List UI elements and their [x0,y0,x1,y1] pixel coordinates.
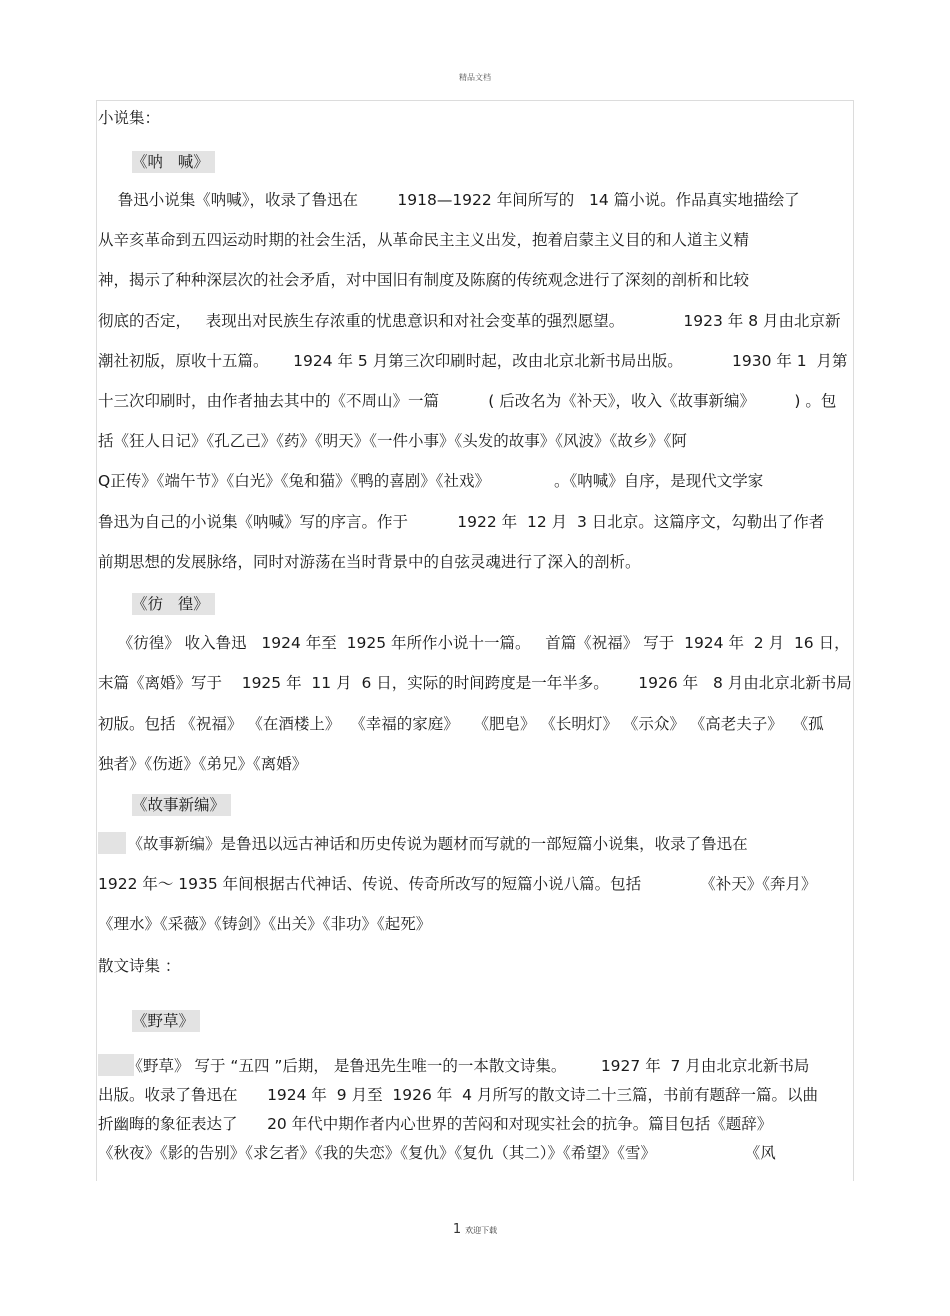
paragraph-line: 折幽晦的象征表达了 20 年代中期作者内心世界的苦闷和对现实社会的抗争。篇目包括《题辞》 [98,1115,773,1133]
paragraph-line: 十三次印刷时，由作者抽去其中的《不周山》一篇 ( 后改名为《补天》，收入《故事新编》 ) 。包 [98,392,837,410]
page-footer [0,1222,950,1237]
paragraph-line: 彻底的否定， 表现出对民族生存浓重的忧患意识和对社会变革的强烈愿望。 1923 年 8 月由北京新 [98,312,841,330]
section-heading-prose: 散文诗集 ： [98,957,181,975]
paragraph-line: 出版。收录了鲁迅在 1924 年 9 月至 1926 年 4 月所写的散文诗二十三篇，书前有题辞一篇。以曲 [98,1086,818,1104]
paragraph-line: 《彷徨》 收入鲁迅 1924 年至 1925 年所作小说十一篇。 首篇《祝福》 写于 1924 年 2 月 16 日， [98,634,850,652]
paragraph-line: 从辛亥革命到五四运动时期的社会生活，从革命民主主义出发，抱着启蒙主义目的和人道主义精 [98,231,750,249]
paragraph-line: 《秋夜》《影的告别》《求乞者》《我的失恋》《复仇》《复仇（其二）》《希望》《雪》 《风 [98,1144,776,1162]
footer-text: 欢迎下载 [465,1226,498,1235]
paragraph-line: 括《狂人日记》《孔乙己》《药》《明天》《一件小事》《头发的故事》《风波》《故乡》《阿 [98,432,688,450]
paragraph-line: 末篇《离婚》写于 1925 年 11 月 6 日，实际的时间跨度是一年半多。 1926 年 8 月由北京北新书局 [98,674,852,692]
paragraph-line: 神，揭示了种种深层次的社会矛盾，对中国旧有制度及陈腐的传统观念进行了深刻的剖析和比较 [98,271,750,289]
paragraph-line: 独者》《伤逝》《弟兄》《离婚》 [98,755,308,773]
paragraph-line: 前期思想的发展脉络，同时对游荡在当时背景中的自弦灵魂进行了深入的剖析。 [98,553,641,571]
section-heading-novels: 小说集： [98,109,161,127]
paragraph-line: 初版。包括 《祝福》 《在酒楼上》 《幸福的家庭》 《肥皂》 《长明灯》 《示众》 《高老夫子》 《孤 [98,715,824,733]
paragraph-line: 鲁迅小说集《呐喊》，收录了鲁迅在 1918—1922 年间所写的 14 篇小说。作品真实地描绘了 [98,191,800,209]
paragraph-line: 《故事新编》是鲁迅以远古神话和历史传说为题材而写就的一部短篇小说集，收录了鲁迅在 [98,835,748,853]
book-title-panghuang: 《彷 徨》 [132,593,215,615]
paragraph-line: 《野草》 写于 “五四 ”后期， 是鲁迅先生唯一的一本散文诗集。 1927 年 7 月由北京北新书局 [98,1057,810,1075]
paragraph-line: 1922 年～ 1935 年间根据古代神话、传说、传奇所改写的短篇小说八篇。包括 《补天》《奔月》 [98,875,817,893]
paragraph-line: Q正传》《端午节》《白光》《兔和猫》《鸭的喜剧》《社戏》 。《呐喊》自序，是现代文学家 [98,472,764,490]
paragraph-line: 《理水》《采薇》《铸剑》《出关》《非功》《起死》 [98,915,432,933]
paragraph-line: 潮社初版，原收十五篇。 1924 年 5 月第三次印刷时起，改由北京北新书局出版。 1930 年 1 月第 [98,352,848,370]
book-title-gushi: 《故事新编》 [132,794,231,816]
book-title-yecao: 《野草》 [132,1010,200,1032]
book-title-nahan: 《呐 喊》 [132,151,215,173]
paragraph-line: 鲁迅为自己的小说集《呐喊》写的序言。作于 1922 年 12 月 3 日北京。这篇序文，勾勒出了作者 [98,513,825,531]
page-number: 1 [452,1222,462,1237]
page-header: 精品文档 [459,73,491,82]
